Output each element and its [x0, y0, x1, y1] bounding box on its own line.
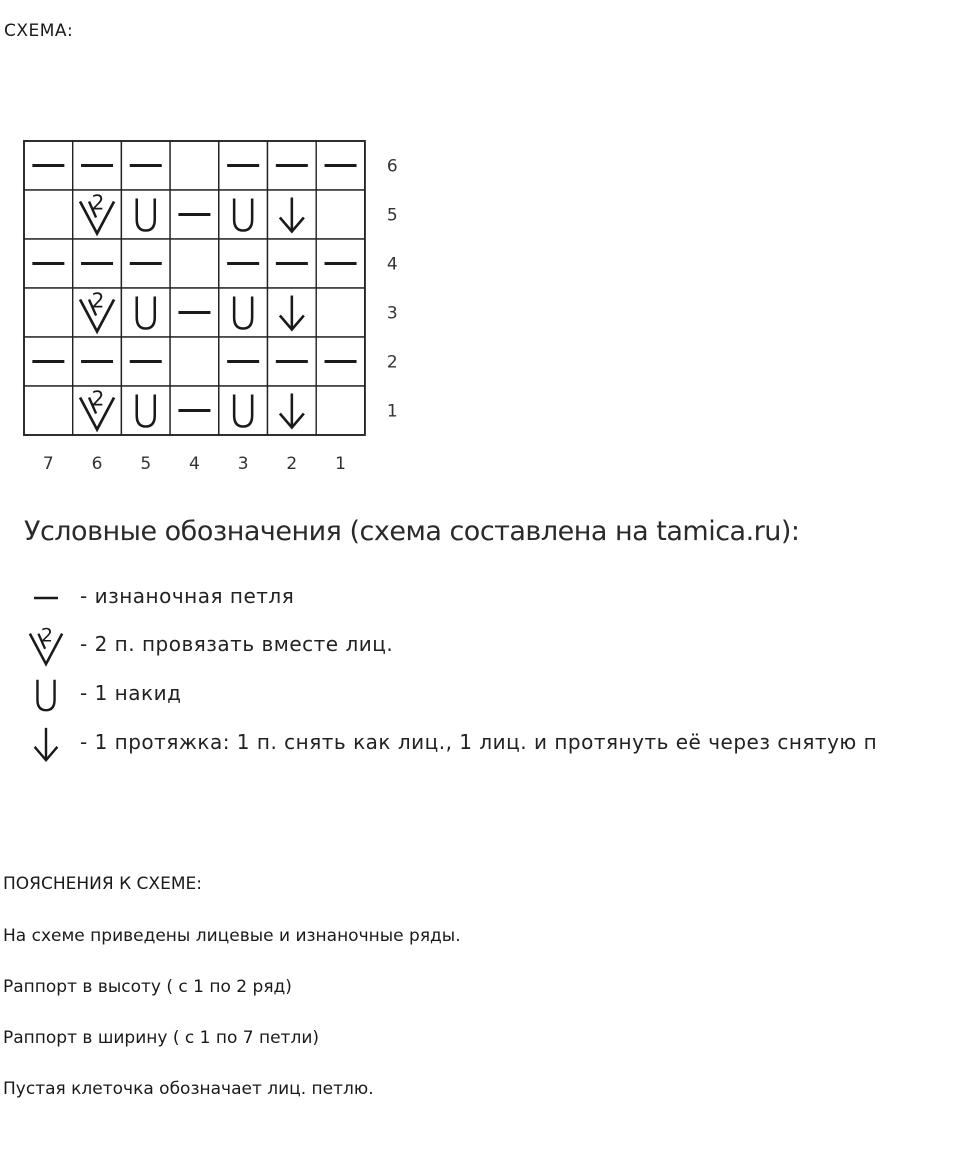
row-label: 6 — [386, 156, 398, 177]
row-label: 1 — [386, 401, 398, 422]
notes-line: Раппорт в высоту ( с 1 по 2 ряд) — [3, 977, 292, 997]
legend-item-k2tog — [20, 624, 965, 668]
chart-cell-purl — [73, 141, 122, 190]
legend-item-pull-through — [20, 722, 965, 766]
chart-cell-yarn-over — [219, 288, 268, 337]
chart-cell-purl — [170, 190, 219, 239]
chart-cell-yarn-over — [121, 288, 170, 337]
notes-line: На схеме приведены лицевые и изнаночные ряды. — [3, 926, 461, 946]
chart-cell-yarn-over — [121, 190, 170, 239]
notes-line: Раппорт в ширину ( с 1 по 7 петли) — [3, 1028, 320, 1048]
row-label: 4 — [386, 254, 398, 275]
column-label: 5 — [140, 454, 152, 474]
yarn-over-symbol-icon — [20, 673, 76, 717]
chart-cell-pull-through — [268, 288, 317, 337]
svg-text:2: 2 — [91, 190, 105, 215]
column-label: 4 — [189, 454, 200, 474]
chart-cell-yarn-over — [219, 190, 268, 239]
column-label: 7 — [42, 454, 54, 474]
legend-item-text: - изнаночная петля — [80, 584, 295, 608]
chart-cell-purl — [73, 239, 122, 288]
legend-item-yarn-over — [20, 673, 965, 717]
chart-cell-purl — [24, 337, 73, 386]
chart-cell-purl — [170, 288, 219, 337]
svg-text:2: 2 — [40, 624, 53, 647]
chart-cell-purl — [121, 141, 170, 190]
chart-cell-purl — [24, 141, 73, 190]
chart-cell-purl — [316, 337, 365, 386]
chart-cell-empty — [316, 288, 365, 337]
row-label: 3 — [386, 303, 398, 324]
knitting-chart — [0, 130, 420, 480]
chart-cell-purl — [73, 337, 122, 386]
chart-cell-k2tog — [73, 386, 122, 435]
chart-cell-k2tog — [73, 288, 122, 337]
legend-item-text: - 2 п. провязать вместе лиц. — [80, 632, 394, 656]
chart-cell-purl — [219, 239, 268, 288]
chart-cell-purl — [316, 239, 365, 288]
column-label: 1 — [335, 454, 346, 474]
legend-title: Условные обозначения (схема составлена на tamica.ru): — [24, 516, 800, 547]
chart-cell-pull-through — [268, 190, 317, 239]
chart-cell-purl — [121, 337, 170, 386]
chart-cell-empty — [170, 239, 219, 288]
chart-cell-purl — [219, 141, 268, 190]
chart-cell-purl — [268, 141, 317, 190]
page-heading: СХЕМА: — [4, 21, 74, 41]
column-label: 6 — [91, 454, 103, 474]
row-label: 2 — [386, 352, 398, 373]
column-label: 2 — [286, 454, 298, 474]
chart-cell-purl — [170, 386, 219, 435]
notes-title: ПОЯСНЕНИЯ К СХЕМЕ: — [3, 874, 202, 894]
chart-cell-purl — [121, 239, 170, 288]
chart-cell-empty — [24, 190, 73, 239]
chart-cell-yarn-over — [219, 386, 268, 435]
chart-cell-pull-through — [268, 386, 317, 435]
chart-cell-k2tog — [73, 190, 122, 239]
chart-cell-empty — [170, 141, 219, 190]
purl-symbol-icon — [20, 576, 76, 620]
chart-cell-purl — [24, 239, 73, 288]
chart-cell-purl — [268, 337, 317, 386]
chart-cell-purl — [316, 141, 365, 190]
k2tog-symbol-icon — [20, 624, 76, 668]
chart-cell-purl — [268, 239, 317, 288]
legend-item-text: - 1 накид — [80, 681, 182, 705]
svg-text:2: 2 — [91, 288, 105, 313]
chart-cell-purl — [219, 337, 268, 386]
chart-cell-empty — [170, 337, 219, 386]
column-label: 3 — [237, 454, 249, 474]
chart-cell-yarn-over — [121, 386, 170, 435]
svg-text:2: 2 — [91, 386, 105, 411]
legend-item-purl — [20, 576, 965, 620]
row-label: 5 — [386, 205, 398, 226]
legend-item-text: - 1 протяжка: 1 п. снять как лиц., 1 лиц. и протянуть её через снятую п — [80, 730, 878, 754]
chart-cell-empty — [316, 386, 365, 435]
notes-line: Пустая клеточка обозначает лиц. петлю. — [3, 1079, 374, 1099]
chart-cell-empty — [24, 288, 73, 337]
pull-through-symbol-icon — [20, 722, 76, 766]
chart-cell-empty — [316, 190, 365, 239]
chart-cell-empty — [24, 386, 73, 435]
